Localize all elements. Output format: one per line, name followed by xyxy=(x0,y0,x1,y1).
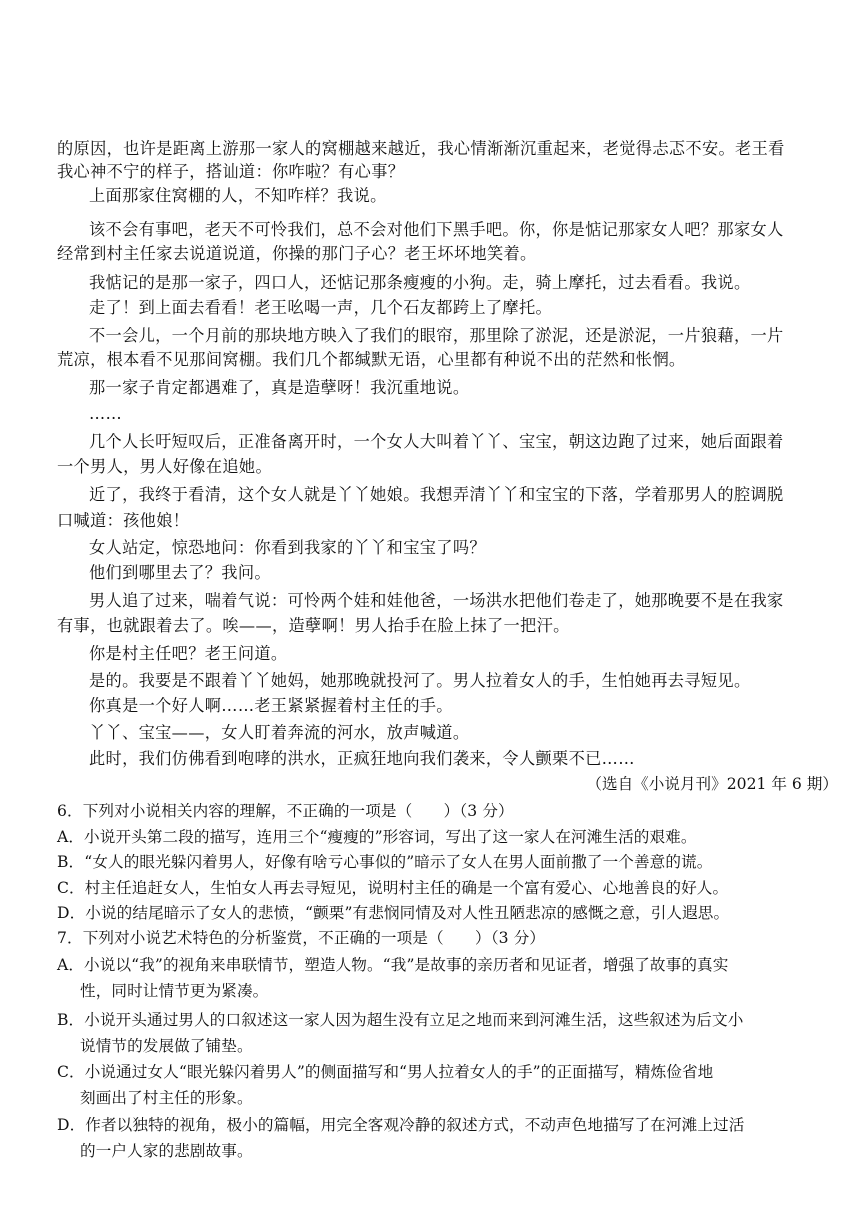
story-line: 该不会有事吧，老天不可怜我们，总不会对他们下黑手吧。你，你是惦记那家女人吧？那家女人 xyxy=(89,220,784,239)
question-7-option-b-cont: 说情节的发展做了铺垫。 xyxy=(80,1037,253,1055)
story-line: 走了！到上面去看看！老王吆喝一声，几个石友都跨上了摩托。 xyxy=(89,298,553,317)
ellipsis: …… xyxy=(89,404,123,423)
story-line: 你是村主任吧？老王问道。 xyxy=(89,644,288,663)
question-7: 7．下列对小说艺术特色的分析鉴赏，不正确的一项是（ ）（3 分） xyxy=(57,929,546,947)
question-6-option-c: C．村主任追赶女人，生怕女人再去寻短见，说明村主任的确是一个富有爱心、心地善良的好人。 xyxy=(57,879,729,897)
story-line: 经常到村主任家去说道说道，你操的那门子心？老王坏坏地笑着。 xyxy=(57,244,537,263)
question-7-option-a-cont: 性，同时让情节更为紧凑。 xyxy=(80,982,269,1000)
story-line: 上面那家住窝棚的人，不知咋样？我说。 xyxy=(89,186,387,205)
story-line: 近了，我终于看清，这个女人就是丫丫她娘。我想弄清丫丫和宝宝的下落，学着那男人的腔调脱 xyxy=(89,485,784,504)
story-line: 此时，我们仿佛看到咆哮的洪水，正疯狂地向我们袭来，令人颤栗不已…… xyxy=(89,749,635,768)
story-line: 男人追了过来，喘着气说：可怜两个娃和娃他爸，一场洪水把他们卷走了，她那晚要不是在我家 xyxy=(89,591,784,610)
question-7-option-d-cont: 的一户人家的悲剧故事。 xyxy=(80,1142,253,1160)
story-line: 的原因，也许是距离上游那一家人的窝棚越来越近，我心情渐渐沉重起来，老觉得忐忑不安。老王看 xyxy=(57,139,785,158)
story-line: 几个人长吁短叹后，正准备离开时，一个女人大叫着丫丫、宝宝，朝这边跑了过来，她后面跟着 xyxy=(89,432,784,451)
question-6: 6．下列对小说相关内容的理解，不正确的一项是（ ）（3 分） xyxy=(57,802,514,820)
story-line: 那一家子肯定都遇难了，真是造孽呀！我沉重地说。 xyxy=(89,378,470,397)
question-7-option-b: B．小说开头通过男人的口叙述这一家人因为超生没有立足之地而来到河滩生活，这些叙述为后文小 xyxy=(57,1011,744,1029)
story-line: 我心神不宁的样子，搭讪道：你咋啦？有心事？ xyxy=(57,162,405,181)
question-6-option-b: B．“女人的眼光躲闪着男人，好像有啥亏心事似的”暗示了女人在男人面前撒了一个善意的谎。 xyxy=(57,853,713,871)
question-7-option-c-cont: 刻画出了村主任的形象。 xyxy=(80,1089,253,1107)
story-line: 一个男人，男人好像在追她。 xyxy=(57,457,272,476)
story-line: 是的。我要是不跟着丫丫她妈，她那晚就投河了。男人拉着女人的手，生怕她再去寻短见。 xyxy=(89,671,751,690)
question-6-option-a: A．小说开头第二段的描写，连用三个“瘦瘦的”形容词，写出了这一家人在河滩生活的艰难。 xyxy=(57,828,697,846)
question-7-option-a: A．小说以“我”的视角来串联情节，塑造人物。“我”是故事的亲历者和见证者，增强了故事的真实 xyxy=(57,956,729,974)
story-line: 他们到哪里去了？我问。 xyxy=(89,563,271,582)
question-6-option-d: D．小说的结尾暗示了女人的悲愤，“颤栗”有悲悯同情及对人性丑陋悲凉的感慨之意，引人遐思。 xyxy=(57,904,730,922)
story-line: 不一会儿，一个月前的那块地方映入了我们的眼帘，那里除了淤泥，还是淤泥，一片狼藉，一片 xyxy=(89,326,784,345)
story-line: 我惦记的是那一家子，四口人，还惦记那条瘦瘦的小狗。走，骑上摩托，过去看看。我说。 xyxy=(89,273,751,292)
story-line: 荒凉，根本看不见那间窝棚。我们几个都缄默无语，心里都有种说不出的茫然和怅惘。 xyxy=(57,350,686,369)
story-line: 你真是一个好人啊……老王紧紧握着村主任的手。 xyxy=(89,696,453,715)
story-line: 女人站定，惊恐地问：你看到我家的丫丫和宝宝了吗？ xyxy=(89,538,486,557)
source-citation: （选自《小说月刊》2021 年 6 期） xyxy=(586,775,838,793)
story-line: 丫丫、宝宝——，女人盯着奔流的河水，放声喊道。 xyxy=(89,723,470,742)
question-7-option-d: D．作者以独特的视角，极小的篇幅，用完全客观冷静的叙述方式，不动声色地描写了在河滩上过活 xyxy=(57,1116,745,1134)
story-line: 有事，也就跟着去了。唉——，造孽啊！男人抬手在脸上抹了一把汗。 xyxy=(57,616,570,635)
question-7-option-c: C．小说通过女人“眼光躲闪着男人”的侧面描写和“男人拉着女人的手”的正面描写，精炼俭省地 xyxy=(57,1063,714,1081)
story-line: 口喊道：孩他娘！ xyxy=(57,511,190,530)
